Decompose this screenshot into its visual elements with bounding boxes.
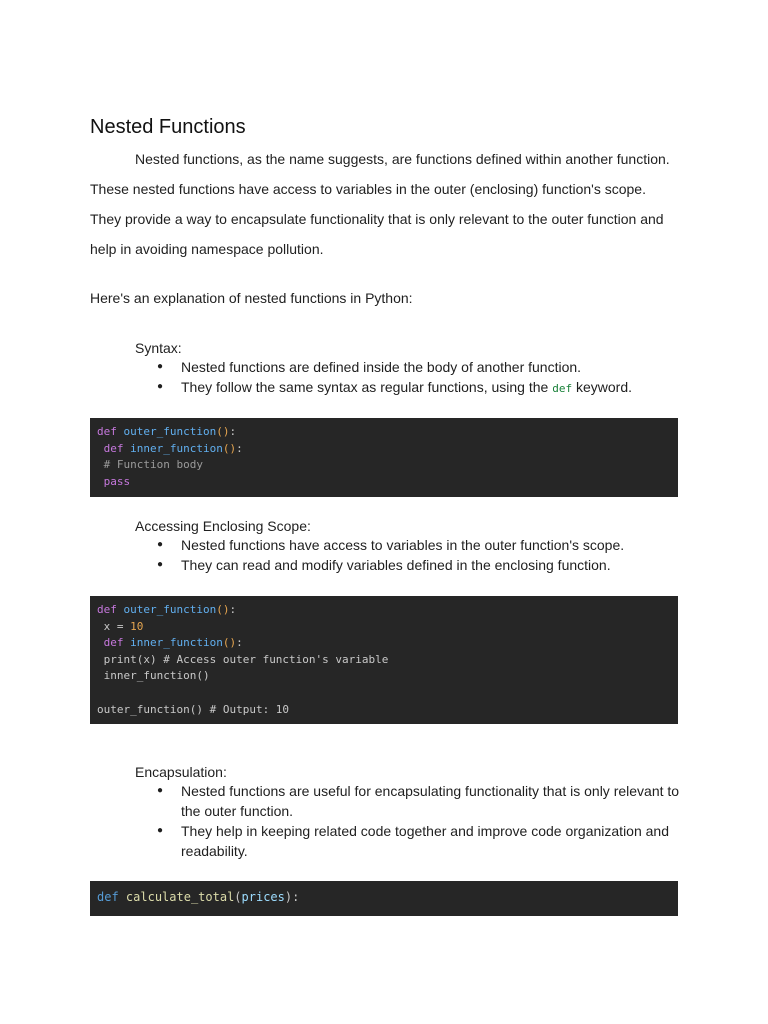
code-line: x = 10 <box>103 619 144 633</box>
bullet-text: They can read and modify variables defined in the enclosing function. <box>181 557 611 573</box>
code-line: # Function body <box>103 458 203 472</box>
code-line: outer_function() # Output: 10 <box>97 702 290 716</box>
list-item <box>135 377 680 399</box>
bullet-text: They help in keeping related code together and improve code organization and readability. <box>181 823 669 859</box>
intro-paragraph <box>90 144 680 264</box>
bullet-text: Nested functions are useful for encapsulating functionality that is only relevant to the outer function. <box>181 783 680 819</box>
syntax-label: Syntax: <box>135 340 182 356</box>
code-line: def outer_function(): <box>97 603 237 616</box>
list-item <box>135 781 680 821</box>
code-line: def outer_function(): <box>97 425 237 438</box>
bullet-text: Nested functions are defined inside the body of another function. <box>181 359 582 375</box>
lead-paragraph: Here's an explanation of nested functions in Python: <box>90 290 413 306</box>
code-line: def inner_function(): <box>103 441 243 455</box>
bullet-text: Nested functions have access to variables in the outer function's scope. <box>181 537 625 553</box>
bullet-suffix: keyword. <box>572 379 632 395</box>
list-item <box>135 555 680 575</box>
syntax-bullets <box>135 357 680 399</box>
code-line: inner_function() <box>103 669 210 683</box>
intro-text: Nested functions, as the name suggests, are functions defined within another function. These nested functions have access to variables in the outer (enclosing) function's scope. They provide a way to encapsulate functionality that is only relevant to the outer function and help in avoiding namespace pollution. <box>90 151 670 257</box>
code-line: pass <box>103 474 131 488</box>
list-item <box>135 357 680 377</box>
scope-bullets <box>135 535 680 575</box>
code-line: print(x) # Access outer function's variable <box>103 652 389 666</box>
code-line: def inner_function(): <box>103 636 243 650</box>
code-block-encapsulation <box>90 881 678 916</box>
list-item <box>135 821 680 861</box>
code-block-scope <box>90 596 678 724</box>
page-title: Nested Functions <box>90 116 246 138</box>
encapsulation-bullets <box>135 781 680 861</box>
bullet-text: They follow the same syntax as regular functions, using the <box>181 379 549 395</box>
list-item <box>135 535 680 555</box>
code-line: def calculate_total(prices): <box>97 890 300 904</box>
code-block-syntax <box>90 418 678 497</box>
scope-label: Accessing Enclosing Scope: <box>135 518 311 534</box>
inline-code: def <box>552 382 573 395</box>
code-line <box>97 685 671 702</box>
encapsulation-label: Encapsulation: <box>135 764 227 780</box>
